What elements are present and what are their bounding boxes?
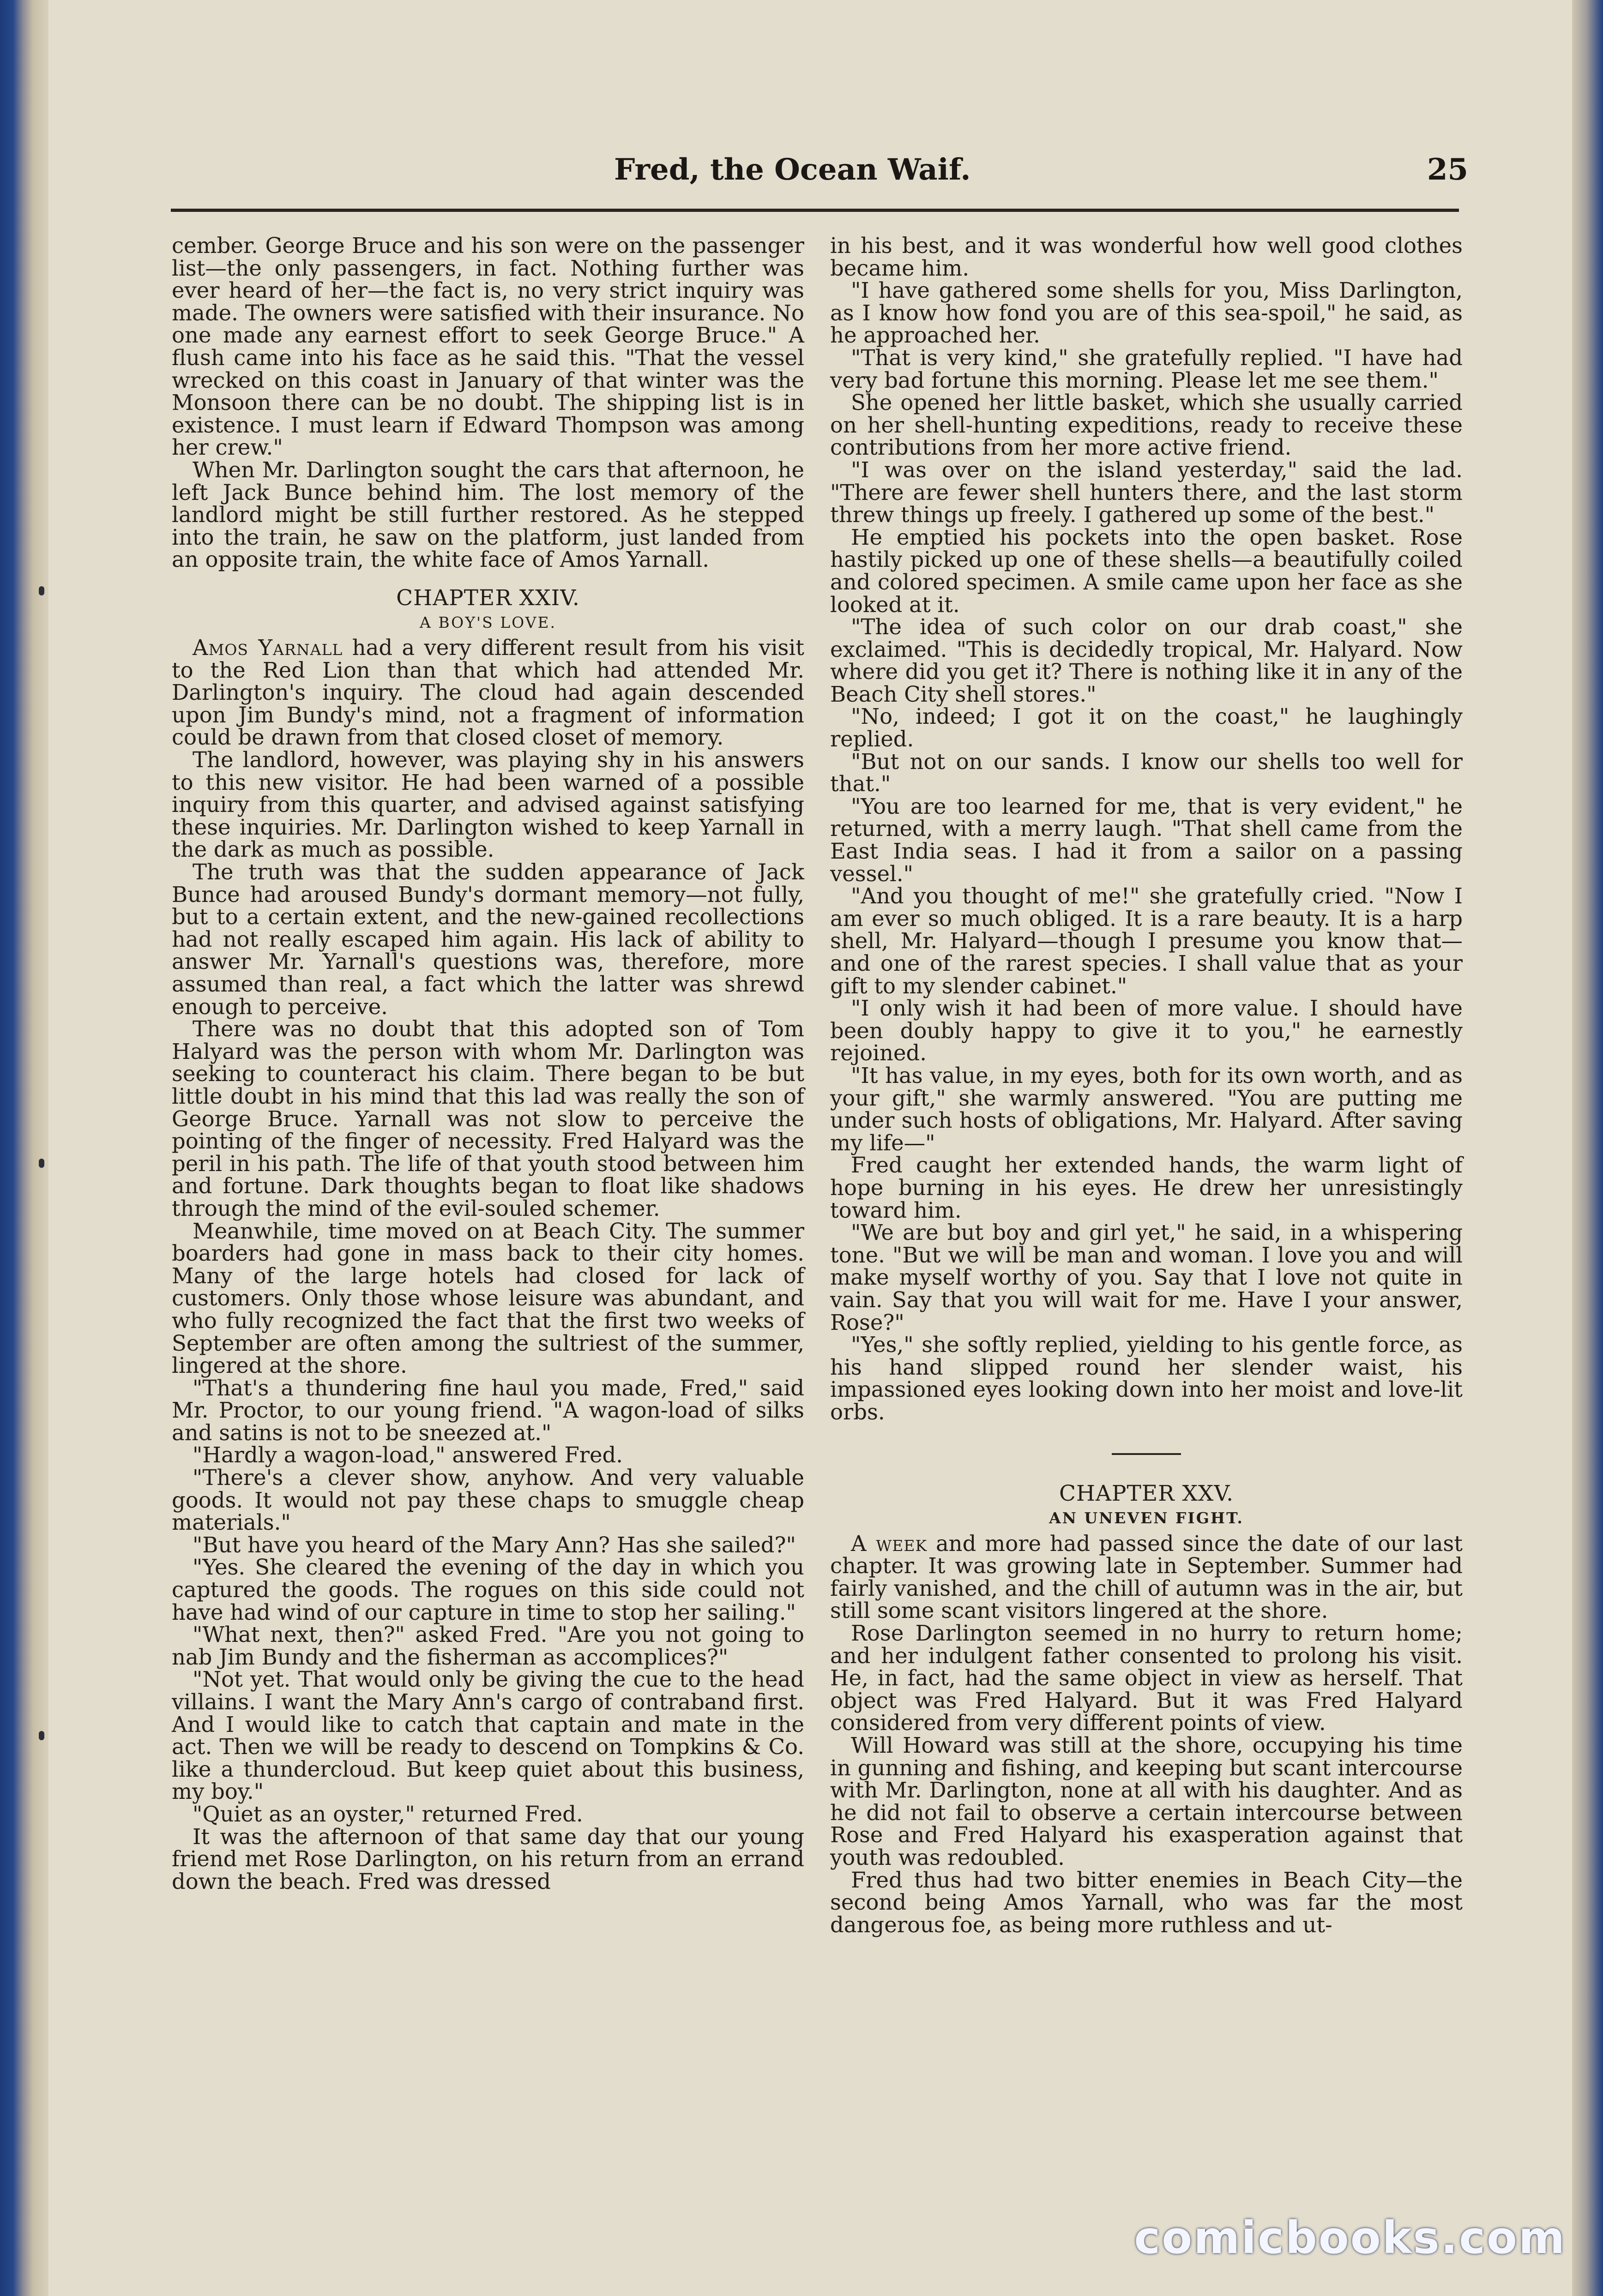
lead-in: A week xyxy=(851,1531,928,1556)
paragraph: "It has value, in my eyes, both for its own worth, and as your gift," she warmly answered. "You are putting me under such hosts of obligations, Mr. Halyard. After saving my life—" xyxy=(830,1063,1463,1155)
paragraph-text: had a very different result from his visit to the Red Lion than that which had attended Mr. Darlington's inquiry. The cloud had again descended upon Jim Bundy's mind, not a fragment of information could be drawn from that closed closet of memory. xyxy=(172,635,804,750)
paragraph-text: and more had passed since the date of our last chapter. It was growing late in September. Summer had fairly vanished, and the chill of autumn was in the air, but still some scant visitors lingered at the shore. xyxy=(830,1531,1463,1623)
paragraph: in his best, and it was wonderful how well good clothes became him. xyxy=(830,233,1463,281)
left-column xyxy=(172,234,804,1893)
paragraph: "I have gathered some shells for you, Miss Darlington, as I know how fond you are of this sea-spoil," he said, as he approached her. xyxy=(830,278,1463,348)
paragraph: "What next, then?" asked Fred. "Are you not going to nab Jim Bundy and the fisherman as accomplices?" xyxy=(172,1622,804,1670)
paragraph: "Yes. She cleared the evening of the day in which you captured the goods. The rogues on this side could not have had wind of our capture in time to stop her sailing." xyxy=(172,1555,804,1625)
watermark: comicbooks.com xyxy=(1134,2212,1566,2264)
paragraph: It was the afternoon of that same day that our young friend met Rose Darlington, on his return from an errand down the beach. Fred was dressed xyxy=(172,1824,804,1894)
page-number: 25 xyxy=(1427,152,1468,187)
chapter-title: CHAPTER XXV. xyxy=(1059,1481,1234,1507)
chapter-subtitle: A BOY'S LOVE. xyxy=(420,613,556,631)
paragraph: "Hardly a wagon-load," answered Fred. xyxy=(193,1443,623,1468)
paragraph: Fred thus had two bitter enemies in Beach City—the second being Amos Yarnall, who was far the most dangerous foe, as being more ruthless and ut- xyxy=(830,1867,1463,1937)
binding-hole xyxy=(39,586,44,595)
section-divider xyxy=(1112,1453,1181,1455)
paragraph: Will Howard was still at the shore, occupying his time in gunning and fishing, and keeping but scant intercourse with Mr. Darlington, none at all with his daughter. And as he did not fail to observe a certain intercourse between Rose and Fred Halyard his exasperation against that youth was redoubled. xyxy=(830,1733,1463,1870)
paragraph: Fred caught her extended hands, the warm light of hope burning in his eyes. He drew her unresistingly toward him. xyxy=(830,1153,1463,1223)
paragraph: "I was over on the island yesterday," said the lad. "There are fewer shell hunters there, and the last storm threw things up freely. I gathered up some of the best." xyxy=(830,457,1463,528)
chapter-title: CHAPTER XXIV. xyxy=(396,585,580,611)
binding-hole xyxy=(39,1159,44,1168)
paragraph: "Not yet. That would only be giving the cue to the head villains. I want the Mary Ann's cargo of contraband first. And I would like to catch that captain and mate in the act. Then we will be ready to descend on Tompkins & Co. like a thundercloud. But keep quiet about this business, my boy." xyxy=(172,1667,804,1804)
paragraph: When Mr. Darlington sought the cars that afternoon, he left Jack Bunce behind him. The lost memory of the landlord might be still further restored. As he stepped into the train, he saw on the platform, just landed from an opposite train, the white face of Amos Yarnall. xyxy=(172,457,804,572)
chapter-subtitle: AN UNEVEN FIGHT. xyxy=(1049,1509,1244,1527)
page-header xyxy=(614,152,1468,203)
paragraph: "The idea of such color on our drab coast," she exclaimed. "This is decidedly tropical, Mr. Halyard. Now where did you get it? There is nothing like it in any of the Beach City shell stores." xyxy=(830,614,1463,707)
running-title: Fred, the Ocean Waif. xyxy=(614,152,971,187)
paragraph: The landlord, however, was playing shy in his answers to this new visitor. He had been warned of a possible inquiry from this quarter, and advised against satisfying these inquiries. Mr. Darlington wished to keep Yarnall in the dark as much as possible. xyxy=(172,747,804,862)
paragraph: "That is very kind," she gratefully replied. "I have had very bad fortune this morning. Please let me see them." xyxy=(830,345,1463,393)
paragraph: He emptied his pockets into the open basket. Rose hastily picked up one of these shells—a beautifully coiled and colored specimen. A smile came upon her face as she looked at it. xyxy=(830,524,1463,617)
paragraph: "But have you heard of the Mary Ann? Has she sailed?" xyxy=(193,1532,796,1557)
paragraph: cember. George Bruce and his son were on the passenger list—the only passengers, in fact. Nothing further was ever heard of her—the fact is, no very strict inquiry was made. The owners were satisfied with their insurance. No one made any earnest effort to seek George Bruce." A flush came into his face as he said this. "That the vessel wrecked on this coast in January of that winter was the Monsoon there can be no doubt. The shipping list is in existence. I must learn if Edward Thompson was among her crew." xyxy=(172,233,804,460)
paragraph: "But not on our sands. I know our shells too well for that." xyxy=(830,749,1463,797)
right-column xyxy=(830,234,1463,1936)
paragraph: "Quiet as an oyster," returned Fred. xyxy=(193,1801,583,1827)
right-page-edge xyxy=(1572,0,1603,2296)
binding-holes xyxy=(39,0,45,2296)
paragraph: "Yes," she softly replied, yielding to his gentle force, as his hand slipped round her slender waist, his impassioned eyes looking down into her moist and love-lit orbs. xyxy=(830,1332,1463,1424)
paragraph: "No, indeed; I got it on the coast," he laughingly replied. xyxy=(830,704,1463,752)
paragraph: "That's a thundering fine haul you made, Fred," said Mr. Proctor, to our young friend. "A wagon-load of silks and satins is not to be sneezed at." xyxy=(172,1375,804,1445)
header-rule xyxy=(171,209,1459,212)
paragraph: "I only wish it had been of more value. I should have been doubly happy to give it to you," he earnestly rejoined. xyxy=(830,996,1463,1066)
paragraph: The truth was that the sudden appearance of Jack Bunce had aroused Bundy's dormant memory—not fully, but to a certain extent, and the new-gained recollections had not really escaped him again. His lack of ability to answer Mr. Yarnall's questions was, therefore, more assumed than real, a fact which the latter was shrewd enough to perceive. xyxy=(172,859,804,1019)
paragraph: "And you thought of me!" she gratefully cried. "Now I am ever so much obliged. It is a rare beauty. It is a harp shell, Mr. Halyard—though I presume you know that—and one of the rarest species. I shall value that as your gift to my slender cabinet." xyxy=(830,884,1463,998)
paragraph: "We are but boy and girl yet," he said, in a whispering tone. "But we will be man and woman. I love you and will make myself worthy of you. Say that I love not quite in vain. Say that you will wait for me. Have I your answer, Rose?" xyxy=(830,1220,1463,1335)
binding-hole xyxy=(39,1731,44,1740)
paragraph xyxy=(172,637,804,749)
paragraph: Rose Darlington seemed in no hurry to return home; and her indulgent father consented to prolong his visit. He, in fact, had the same object in view as herself. That object was Fred Halyard. But it was Fred Halyard considered from very different points of view. xyxy=(830,1621,1463,1736)
paragraph: "There's a clever show, anyhow. And very valuable goods. It would not pay these chaps to smuggle cheap materials." xyxy=(172,1465,804,1535)
lead-in: Amos Yarnall xyxy=(193,635,343,661)
paragraph: Meanwhile, time moved on at Beach City. The summer boarders had gone in mass back to their city homes. Many of the large hotels had closed for lack of customers. Only those whose leisure was abundant, and who fully recognized the fact that the first two weeks of September are often among the sultriest of the summer, lingered at the shore. xyxy=(172,1218,804,1378)
paragraph xyxy=(830,1533,1463,1622)
paragraph: She opened her little basket, which she usually carried on her shell-hunting expeditions, ready to receive these contributions from her more active friend. xyxy=(830,390,1463,460)
paragraph: "You are too learned for me, that is very evident," he returned, with a merry laugh. "That shell came from the East India seas. I had it from a sailor on a passing vessel." xyxy=(830,793,1463,886)
paragraph: There was no doubt that this adopted son of Tom Halyard was the person with whom Mr. Darlington was seeking to counteract his claim. There began to be but little doubt in his mind that this lad was really the son of George Bruce. Yarnall was not slow to perceive the pointing of the finger of necessity. Fred Halyard was the peril in his path. The life of that youth stood between him and fortune. Dark thoughts began to float like shadows through the mind of the evil-souled schemer. xyxy=(172,1016,804,1221)
